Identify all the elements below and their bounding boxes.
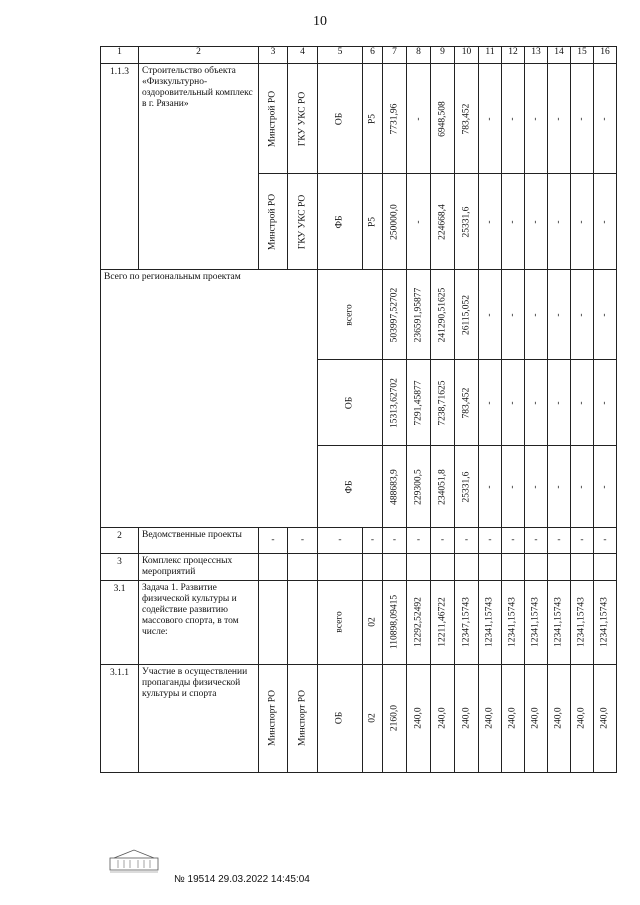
vertical-cell: ФБ (334, 215, 345, 228)
vertical-cell: 15313,62702 (389, 377, 400, 428)
vertical-cell: всего (334, 611, 345, 634)
cell: - (383, 528, 407, 554)
col-header: 12 (502, 47, 525, 64)
vertical-cell: - (553, 116, 564, 121)
row-number: 1.1.3 (101, 64, 139, 270)
cell: - (502, 528, 525, 554)
vertical-cell: - (530, 400, 541, 405)
col-header: 11 (479, 47, 502, 64)
vertical-cell: - (599, 116, 610, 121)
table-row (101, 64, 617, 174)
vertical-cell: - (530, 219, 541, 224)
vertical-cell: 241290,51625 (437, 287, 448, 342)
table-row (101, 664, 617, 772)
table-row (101, 270, 617, 360)
row-number: 2 (101, 528, 139, 554)
vertical-cell: 12341,15743 (507, 597, 518, 648)
vertical-cell: 2160,0 (389, 705, 400, 732)
vertical-cell: 12347,15743 (461, 597, 472, 648)
row-title: Участие в осуществлении пропаганды физической культуры и спорта (139, 664, 259, 772)
vertical-cell: 488683,9 (389, 468, 400, 505)
col-header: 5 (318, 47, 363, 64)
vertical-cell: ОБ (334, 112, 345, 125)
vertical-cell: - (413, 116, 424, 121)
header-row (101, 47, 617, 64)
vertical-cell: 250000,0 (389, 203, 400, 240)
document-footer (108, 848, 408, 885)
table-row (101, 528, 617, 554)
cell: - (455, 528, 479, 554)
row-title: Задача 1. Развитие физической культуры и содействие развитию массового спорта, в том числе: (139, 580, 259, 664)
page-number: 10 (313, 14, 327, 29)
vertical-cell: - (576, 484, 587, 489)
vertical-cell: 783,452 (461, 387, 472, 418)
vertical-cell: 12341,15743 (599, 597, 610, 648)
cell: - (407, 528, 431, 554)
vertical-cell: 12292,52492 (413, 597, 424, 648)
vertical-cell: - (530, 484, 541, 489)
vertical-cell: 12341,15743 (576, 597, 587, 648)
cell: - (288, 528, 318, 554)
vertical-cell: 12341,15743 (484, 597, 495, 648)
row-number: 3 (101, 554, 139, 581)
vertical-cell: 224668,4 (437, 203, 448, 240)
vertical-cell: - (530, 116, 541, 121)
vertical-cell: - (599, 219, 610, 224)
vertical-cell: Минспорт РО (297, 690, 308, 747)
vertical-cell: 234051,8 (437, 468, 448, 505)
document-stamp-icon (108, 848, 160, 874)
vertical-cell: - (507, 400, 518, 405)
vertical-cell: 240,0 (413, 707, 424, 730)
vertical-cell: 240,0 (461, 707, 472, 730)
vertical-cell: - (484, 484, 495, 489)
col-header: 9 (431, 47, 455, 64)
vertical-cell: - (553, 400, 564, 405)
vertical-cell: 26115,052 (461, 294, 472, 335)
vertical-cell: 110898,09415 (389, 595, 400, 650)
vertical-cell: ФБ (344, 480, 355, 493)
vertical-cell: - (599, 312, 610, 317)
vertical-cell: 240,0 (576, 707, 587, 730)
cell: - (548, 528, 571, 554)
vertical-cell: 240,0 (599, 707, 610, 730)
vertical-cell: ОБ (334, 712, 345, 725)
vertical-cell: - (553, 484, 564, 489)
vertical-cell: 6948,508 (437, 100, 448, 137)
vertical-cell: - (413, 219, 424, 224)
cell: - (318, 528, 363, 554)
col-header: 2 (139, 47, 259, 64)
col-header: 16 (594, 47, 617, 64)
vertical-cell: Р5 (367, 113, 378, 124)
col-header: 6 (363, 47, 383, 64)
cell: - (571, 528, 594, 554)
vertical-cell: 503997,52702 (389, 287, 400, 342)
vertical-cell: ОБ (344, 396, 355, 409)
table-row (101, 580, 617, 664)
row-title: Комплекс процессных мероприятий (139, 554, 259, 581)
vertical-cell: 12211,46722 (437, 597, 448, 648)
vertical-cell: - (599, 484, 610, 489)
document-registration-number: № 19514 29.03.2022 14:45:04 (174, 874, 310, 885)
vertical-cell: 12341,15743 (530, 597, 541, 648)
vertical-cell: - (599, 400, 610, 405)
vertical-cell: - (576, 400, 587, 405)
col-header: 7 (383, 47, 407, 64)
vertical-cell: - (553, 219, 564, 224)
cell: - (594, 528, 617, 554)
vertical-cell: 229300,5 (413, 468, 424, 505)
col-header: 13 (525, 47, 548, 64)
vertical-cell: - (576, 312, 587, 317)
vertical-cell: 7238,71625 (437, 379, 448, 426)
vertical-cell: 240,0 (437, 707, 448, 730)
cell: - (479, 528, 502, 554)
table-row (101, 554, 617, 581)
vertical-cell: - (507, 484, 518, 489)
vertical-cell: 240,0 (507, 707, 518, 730)
cell: - (259, 528, 288, 554)
vertical-cell: - (484, 400, 495, 405)
cell: - (431, 528, 455, 554)
col-header: 4 (288, 47, 318, 64)
vertical-cell: 25331,6 (461, 471, 472, 502)
row-number: 3.1 (101, 580, 139, 664)
col-header: 15 (571, 47, 594, 64)
vertical-cell: Минстрой РО (267, 193, 278, 250)
vertical-cell: - (484, 219, 495, 224)
cell: - (525, 528, 548, 554)
vertical-cell: всего (344, 303, 355, 326)
vertical-cell: ГКУ УКС РО (297, 91, 308, 146)
vertical-cell: 25331,6 (461, 206, 472, 237)
col-header: 3 (259, 47, 288, 64)
col-header: 10 (455, 47, 479, 64)
vertical-cell: - (484, 116, 495, 121)
vertical-cell: Р5 (367, 216, 378, 227)
col-header: 8 (407, 47, 431, 64)
vertical-cell: 02 (367, 713, 378, 724)
vertical-cell: 12341,15743 (553, 597, 564, 648)
vertical-cell: 02 (367, 617, 378, 628)
vertical-cell: - (553, 312, 564, 317)
vertical-cell: 7731,96 (389, 103, 400, 134)
col-header: 1 (101, 47, 139, 64)
vertical-cell: 240,0 (484, 707, 495, 730)
vertical-cell: - (576, 116, 587, 121)
vertical-cell: 7291,45877 (413, 379, 424, 426)
vertical-cell: 240,0 (530, 707, 541, 730)
cell: - (363, 528, 383, 554)
vertical-cell: - (507, 116, 518, 121)
row-number: 3.1.1 (101, 664, 139, 772)
row-title: Строительство объекта «Физкультурно-оздоровительный комплекс в г. Рязани» (139, 64, 259, 270)
total-regional-label: Всего по региональным проектам (101, 270, 318, 528)
program-table (100, 46, 617, 773)
vertical-cell: ГКУ УКС РО (297, 194, 308, 249)
row-title: Ведомственные проекты (139, 528, 259, 554)
vertical-cell: - (530, 312, 541, 317)
vertical-cell: - (507, 219, 518, 224)
vertical-cell: 783,452 (461, 103, 472, 134)
vertical-cell: Минспорт РО (267, 690, 278, 747)
vertical-cell: 236591,95877 (413, 287, 424, 342)
col-header: 14 (548, 47, 571, 64)
vertical-cell: - (484, 312, 495, 317)
vertical-cell: Минстрой РО (267, 90, 278, 147)
vertical-cell: 240,0 (553, 707, 564, 730)
vertical-cell: - (507, 312, 518, 317)
vertical-cell: - (576, 219, 587, 224)
